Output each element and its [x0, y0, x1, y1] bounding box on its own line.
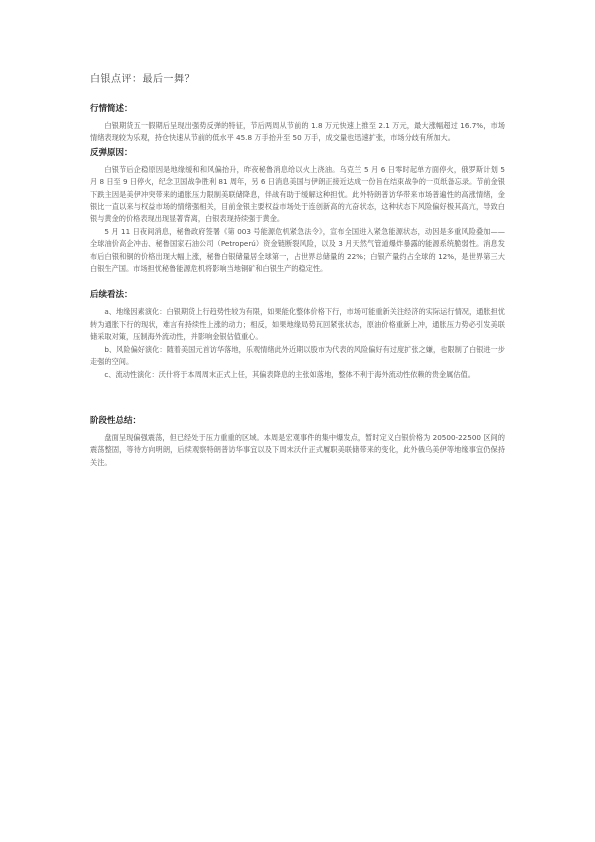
section-heading-outlook: 后续看法：	[90, 290, 133, 301]
paragraph: 白银节后企稳原因是地缘缓和和风偏抬升，昨夜秘鲁消息给以火上浇油。乌克兰 5 月 6 日零时起单方面停火，俄罗斯计划 5 月 8 日至 9 日停火，纪念卫国战争胜利 81 周年，另 6 日消息美国与伊朗正接近达成一份旨在结束战争的一页纸备忘录。节前金银下跌主因是美伊冲突带来的通胀压力限制美联储降息，伴战有助于缓解这种担忧。此外特朗普访华带来市场普遍性的高涨情绪，金银比一直以来与权益市场的情绪强相关，目前金银主要权益市场处于连创新高的亢奋状态，这种状态下风险偏好极其高亢，导致白银与黄金的价格表现出现显著背离，白银表现持续强于黄金。	[90, 164, 505, 224]
paragraph: 白银期货五一假期后呈现出强势反弹的特征，节后两周从节前的 1.8 万元快速上推至 2.1 万元，最大涨幅超过 16.7%，市场情绪表现较为乐观，持仓快速从节前的低水平 45.8 万手抬升至 50 万手，成交量也迅速扩张，市场分歧有所加大。	[90, 121, 505, 143]
paragraph: 5 月 11 日夜间消息，秘鲁政府签署《第 003 号能源危机紧急法令》，宣布全国进入紧急能源状态，动因是多重风险叠加——全球油价高企冲击、秘鲁国家石油公司（Petroperú）资金链断裂风险，以及 3 月天然气管道爆炸暴露的能源系统脆弱性。消息发布后白银和铜的价格出现大幅上涨，秘鲁白银储量居全球第一，占世界总储量的 22%；白银产量约占全球的 12%，是世界第三大白银生产国。市场担忧秘鲁能源危机将影响当地铜矿和白银生产的稳定性。	[90, 226, 505, 274]
paragraph: 盘面呈现偏强震荡，但已经处于压力重重的区域。本周是宏观事件的集中爆发点，暂时定义白银价格为 20500-22500 区间的震荡整固，等待方向明朗，后续观察特朗普访华事宜以及下周末沃什正式履职美联储带来的变化，此外俄乌美伊等地缘事宜仍保持关注。	[90, 432, 505, 467]
section-heading-summary: 阶段性总结：	[90, 415, 142, 426]
section-market	[90, 103, 505, 145]
paragraph: a、地缘因素演化：白银期货上行趋势性较为有限，如果能化整体价格下行，市场可能重新关注经济的实际运行情况，通胀担忧转为通胀下行的现状，难言有持续性上涨的动力；相反，如果地缘局势瓦回紧张状态，原油价格重新上冲，通胀压力势必引发美联储采取对策，压制海外流动性，并影响金银估值重心。	[90, 307, 505, 342]
section-summary	[90, 415, 505, 469]
section-heading-market: 行情简述：	[90, 104, 133, 114]
section-heading-reasons: 反弹原因：	[90, 147, 133, 158]
paragraph: c、流动性演化：沃什将于本周周末正式上任，其偏表降息的主张如落地，整体不利于海外流动性依赖的贵金属估值。	[104, 369, 475, 379]
document-title: 白银点评：最后一舞？	[90, 74, 195, 85]
section-reasons	[90, 147, 505, 276]
section-outlook	[90, 289, 505, 380]
paragraph: b、风险偏好演化：随着美国元首访华落地，乐观情绪此外近期以股市为代表的风险偏好有过度扩张之嫌，也限制了白银进一步走强的空间。	[90, 344, 505, 367]
